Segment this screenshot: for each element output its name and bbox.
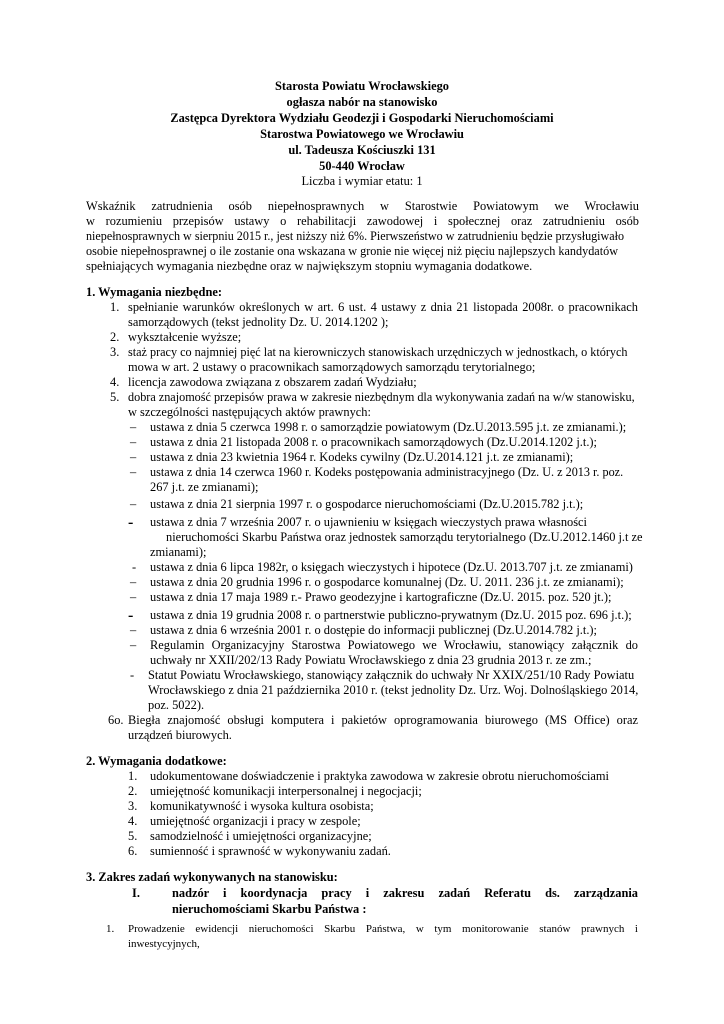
extra-req-text: umiejętność komunikacji interpersonalnej i negocjacji; xyxy=(150,784,422,798)
act-dash: – xyxy=(130,435,137,449)
act-8: ustawa z dnia 20 grudnia 1996 r. o gospodarce komunalnej (Dz. U. 2011. 236 j.t. ze zmianami); xyxy=(150,575,624,589)
act-dash: – xyxy=(130,420,137,434)
req3-line-a: staż pracy co najmniej pięć lat na kierowniczych stanowiskach urzędniczych w jednostkach, o których xyxy=(128,345,628,359)
duty-number: 1. xyxy=(106,923,115,935)
act-3: ustawa z dnia 23 kwietnia 1964 r. Kodeks cywilny (Dz.U.2014.121 j.t. ze zmianami); xyxy=(150,450,574,464)
intro-line-3: niepełnosprawnych w sierpniu 2015 r., jest niższy niż 6%. Pierwszeństwo w zatrudnieniu będzie przysługiwało xyxy=(86,229,625,243)
act-dash: - xyxy=(130,668,135,682)
req1-line-b: samorządowych (tekst jednolity Dz. U. 2014.1202 ); xyxy=(128,315,389,329)
duty-group-line-a: nadzór i koordynacja pracy i zakresu zadań Referatu ds. zarządzania xyxy=(172,886,638,900)
duty-line-b: inwestycyjnych, xyxy=(128,938,200,950)
act-13-line-c: poz. 5022). xyxy=(148,698,205,712)
req5-number: 5. xyxy=(110,390,120,404)
extra-req-number: 3. xyxy=(128,799,138,813)
intro-line-4: osobie niepełnosprawnej o ile zostanie ona wskazana w gronie nie więcej niż pięciu najlepszych kandydatów xyxy=(86,244,619,258)
act-dash: – xyxy=(130,465,137,479)
extra-req-number: 4. xyxy=(128,814,138,828)
act-2: ustawa z dnia 21 listopada 2008 r. o pracownikach samorządowych (Dz.U.2014.1202 j.t.); xyxy=(150,435,597,449)
req4-text: licencja zawodowa związana z obszarem zadań Wydziału; xyxy=(128,375,417,389)
act-dash: – xyxy=(130,450,137,464)
req6-line-b: urządzeń biurowych. xyxy=(128,728,232,742)
req2-text: wykształcenie wyższe; xyxy=(128,330,242,344)
header-line-4: Starostwa Powiatowego we Wrocławiu xyxy=(260,127,464,141)
act-5: ustawa z dnia 21 sierpnia 1997 r. o gospodarce nieruchomościami (Dz.U.2015.782 j.t.); xyxy=(150,497,584,511)
act-4-line-b: 267 j.t. ze zmianami); xyxy=(150,480,259,494)
extra-req-number: 2. xyxy=(128,784,138,798)
req6-line-a: Biegła znajomość obsługi komputera i pakietów oprogramowania biurowego (MS Office) oraz xyxy=(128,713,638,727)
act-6-line-a: ustawa z dnia 7 września 2007 r. o ujawnieniu w księgach wieczystych prawa własności xyxy=(150,515,587,529)
section1-title: 1. Wymagania niezbędne: xyxy=(86,285,222,299)
extra-req-text: umiejętność organizacji i pracy w zespole; xyxy=(150,814,361,828)
act-dash: - xyxy=(128,607,134,624)
act-13-line-a: Statut Powiatu Wrocławskiego, stanowiący załącznik do uchwały Nr XXIX/251/10 Rady Powiatu xyxy=(148,668,635,682)
header-line-1: Starosta Powiatu Wrocławskiego xyxy=(275,79,449,93)
intro-line-1: Wskaźnik zatrudnienia osób niepełnosprawnych w Starostwie Powiatowym we Wrocławiu xyxy=(86,199,639,213)
section2-title: 2. Wymagania dodatkowe: xyxy=(86,754,227,768)
intro-line-2: w rozumieniu przepisów ustawy o rehabilitacji zawodowej i społecznej oraz zatrudnieniu osób xyxy=(86,214,639,228)
act-dash: – xyxy=(130,623,137,637)
req6-number: 6o. xyxy=(108,713,124,727)
extra-req-text: samodzielność i umiejętności organizacyjne; xyxy=(150,829,372,843)
act-dash: – xyxy=(130,497,137,511)
act-dash: - xyxy=(128,514,134,531)
act-9: ustawa z dnia 17 maja 1989 r.- Prawo geodezyjne i kartograficzne (Dz.U. 2015. poz. 520 jt.); xyxy=(150,590,612,604)
req2-number: 2. xyxy=(110,330,120,344)
req1-number: 1. xyxy=(110,300,120,314)
act-dash: – xyxy=(130,575,137,589)
act-dash: - xyxy=(132,560,137,574)
req5-line-b: w szczególności następujących aktów prawnych: xyxy=(128,405,371,419)
req3-line-b: mowa w art. 2 ustawy o pracownikach samorządowych samorządu terytorialnego; xyxy=(128,360,536,374)
section3-title: 3. Zakres zadań wykonywanych na stanowisku: xyxy=(86,870,338,884)
extra-req-text: komunikatywność i wysoka kultura osobista; xyxy=(150,799,374,813)
etat-line: Liczba i wymiar etatu: 1 xyxy=(301,174,423,188)
act-6-line-b: nieruchomości Skarbu Państwa oraz jednostek samorządu terytorialnego (Dz.U.2012.1460 j.t ze xyxy=(166,530,643,544)
extra-req-number: 1. xyxy=(128,769,138,783)
req4-number: 4. xyxy=(110,375,120,389)
header-line-6: 50-440 Wrocław xyxy=(319,159,405,173)
req5-line-a: dobra znajomość przepisów prawa w zakresie niezbędnym dla wykonywania zadań na w/w stanowisku, xyxy=(128,390,635,404)
intro-line-5: spełniających wymagania niezbędne oraz w największym stopniu wymagania dodatkowe. xyxy=(86,259,533,273)
extra-req-text: udokumentowane doświadczenie i praktyka zawodowa w zakresie obrotu nieruchomościami xyxy=(150,769,609,783)
act-12-line-b: uchwały nr XXII/202/13 Rady Powiatu Wrocławskiego z dnia 23 grudnia 2013 r. ze zm.; xyxy=(150,653,592,667)
extra-req-number: 5. xyxy=(128,829,138,843)
act-6-line-c: zmianami); xyxy=(150,545,207,559)
header-line-5: ul. Tadeusza Kościuszki 131 xyxy=(288,143,436,157)
req1-line-a: spełnianie warunków określonych w art. 6 ust. 4 ustawy z dnia 21 listopada 2008r. o pracownikach xyxy=(128,300,638,314)
act-dash: – xyxy=(130,590,137,604)
header-line-3: Zastępca Dyrektora Wydziału Geodezji i Gospodarki Nieruchomościami xyxy=(170,111,554,125)
act-12-line-a: Regulamin Organizacyjny Starostwa Powiatowego we Wrocławiu, stanowiący załącznik do xyxy=(150,638,638,652)
act-dash: – xyxy=(130,638,137,652)
extra-req-number: 6. xyxy=(128,844,138,858)
act-10: ustawa z dnia 19 grudnia 2008 r. o partnerstwie publiczno-prywatnym (Dz.U. 2015 poz. 696 j.t.); xyxy=(150,608,632,622)
act-11: ustawa z dnia 6 września 2001 r. o dostępie do informacji publicznej (Dz.U.2014.782 j.t.); xyxy=(150,623,597,637)
act-1: ustawa z dnia 5 czerwca 1998 r. o samorządzie powiatowym (Dz.U.2013.595 j.t. ze zmianami.); xyxy=(150,420,627,434)
act-7: ustawa z dnia 6 lipca 1982r, o księgach wieczystych i hipotece (Dz.U. 2013.707 j.t. ze zmianami) xyxy=(150,560,633,574)
req3-number: 3. xyxy=(110,345,120,359)
header-line-2: ogłasza nabór na stanowisko xyxy=(286,95,438,109)
act-4-line-a: ustawa z dnia 14 czerwca 1960 r. Kodeks postępowania administracyjnego (Dz. U. z 2013 r. poz. xyxy=(150,465,624,479)
extra-req-text: sumienność i sprawność w wykonywaniu zadań. xyxy=(150,844,391,858)
duty-group-line-b: nieruchomościami Skarbu Państwa : xyxy=(172,902,367,916)
act-13-line-b: Wrocławskiego z dnia 21 października 2010 r. (tekst jednolity Dz. Urz. Woj. Dolnośląskiego 2014, xyxy=(148,683,639,697)
duty-group-number: I. xyxy=(132,886,140,900)
duty-line-a: Prowadzenie ewidencji nieruchomości Skarbu Państwa, w tym monitorowanie stanów prawnych i xyxy=(128,923,638,935)
